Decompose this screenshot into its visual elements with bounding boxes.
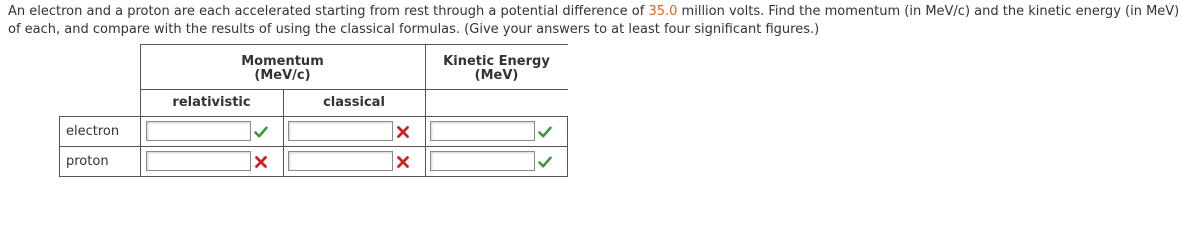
question-text-after: million volts. Find the momentum (in MeV/c) and the kinetic energy (in MeV) of each, and compare with the results of using the classical formulas. (Give your answers to at least four significant figures.) bbox=[8, 4, 1180, 37]
row-label-proton: proton bbox=[66, 154, 109, 169]
x-icon bbox=[253, 154, 269, 170]
classical-subheader: classical bbox=[323, 95, 385, 110]
ke-header-line1: Kinetic Energy bbox=[443, 54, 550, 69]
row-label-electron: electron bbox=[66, 124, 120, 139]
ke-subheader-cell bbox=[425, 89, 568, 116]
proton-kinetic-energy-input[interactable] bbox=[430, 151, 535, 171]
electron-classical-momentum-input[interactable] bbox=[288, 121, 393, 141]
check-icon bbox=[537, 154, 553, 170]
x-icon bbox=[395, 124, 411, 140]
check-icon bbox=[253, 124, 269, 140]
relativistic-subheader: relativistic bbox=[172, 95, 251, 110]
electron-kinetic-energy-input[interactable] bbox=[430, 121, 535, 141]
check-icon bbox=[537, 124, 553, 140]
question-text bbox=[8, 3, 1194, 39]
momentum-header-line2: (MeV/c) bbox=[254, 68, 311, 83]
proton-classical-momentum-input[interactable] bbox=[288, 151, 393, 171]
proton-relativistic-momentum-input[interactable] bbox=[146, 151, 251, 171]
momentum-header-line1: Momentum bbox=[241, 54, 324, 69]
electron-relativistic-momentum-input[interactable] bbox=[146, 121, 251, 141]
ke-header-line2: (MeV) bbox=[474, 68, 519, 83]
question-text-before: An electron and a proton are each accelerated starting from rest through a potential difference of bbox=[8, 4, 649, 19]
x-icon bbox=[395, 154, 411, 170]
potential-value: 35.0 bbox=[648, 4, 678, 19]
